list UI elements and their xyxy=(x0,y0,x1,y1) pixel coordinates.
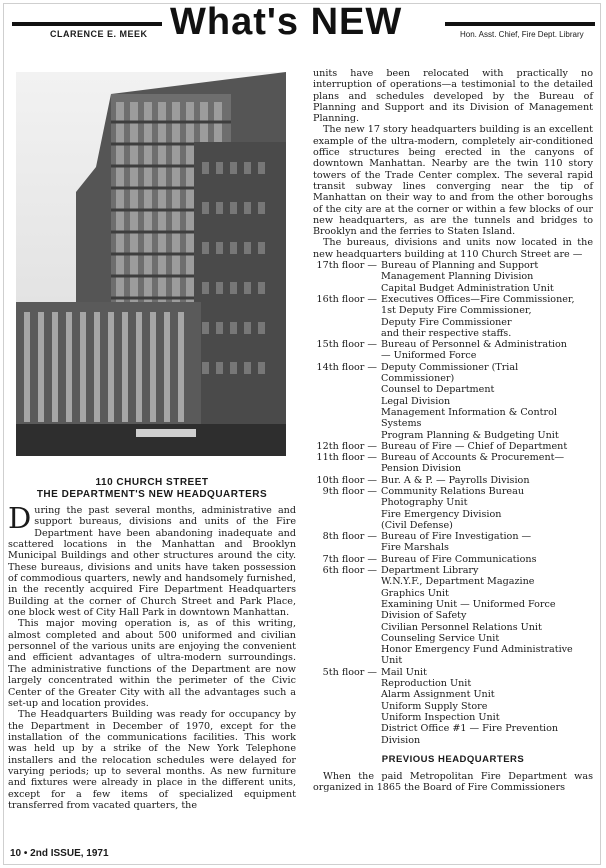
floor-unit: Bureau of Fire Communications xyxy=(381,553,537,565)
floor-units xyxy=(381,441,593,452)
floor-entry xyxy=(313,441,593,452)
floor-entry xyxy=(313,339,593,362)
floor-unit: Management Information & Control Systems xyxy=(381,406,557,430)
paragraph-6: The bureaus, divisions and units now located in the new headquarters building at 110 Church Street are — xyxy=(313,237,593,260)
paragraph-1 xyxy=(8,501,296,619)
floor-directory xyxy=(313,260,593,746)
floor-unit: Deputy Fire Commissioner xyxy=(381,316,512,328)
paragraph-5: The new 17 story headquarters building is an excellent example of the ultra-modern, completely air-conditioned office structures being erected in the canyons of downtown Manhattan. Nearby are the twin 110 story towers of the Trade Center complex. The several rapid transit subway lines converging near the tip of Manhattan on their way to and from the other boroughs of the city are at the corner or within a few blocks of our new headquarters, as are the tunnels and bridges to Brooklyn and the ferries to Staten Island. xyxy=(313,124,593,238)
paragraph-2: This major moving operation is, as of this writing, almost completed and about 500 uniformed and civilian personnel of the various units are enjoying the convenient and efficient advantages of ultra-modern surroundings. The administrative functions of the Department are now largely concentrated within the perimeter of the Civic Center of the Greater City with all the advantages such a set-up and location provides. xyxy=(8,618,296,709)
floor-unit: Legal Division xyxy=(381,395,451,407)
left-column-text xyxy=(8,501,296,811)
floor-entry xyxy=(313,294,593,339)
column-title: What's NEW xyxy=(170,1,403,43)
paragraph-3: The Headquarters Building was ready for occupancy by the Department in December of 1970, except for the installation of the communications facilities. This work was held up by a strike of the New York Telephone installers and the relocation schedules were delayed for varying periods; up to several months. As new furniture and fixtures were already in place in the different units, except for a few items of specialized equipment transferred from vacated quarters, the xyxy=(8,709,296,811)
floor-label: 10th floor — xyxy=(316,474,377,486)
floor-units xyxy=(381,452,593,475)
floor-entry xyxy=(313,486,593,531)
floor-unit: Deputy Commissioner (Trial Commissioner) xyxy=(381,361,519,385)
floor-unit: Executives Offices—Fire Commissioner, xyxy=(381,293,575,305)
masthead-rule-left xyxy=(12,22,162,26)
floor-unit: Department Library xyxy=(381,565,479,577)
floor-entry xyxy=(313,531,593,554)
floor-units xyxy=(381,362,593,441)
floor-units xyxy=(381,294,593,339)
author-role: Hon. Asst. Chief, Fire Dept. Library xyxy=(460,30,584,39)
paragraph-4: units have been relocated with practically no interruption of operations—a testimonial to the detailed plans and schedules developed by the Bureau of Planning and Support and its Division of Management Planning. xyxy=(313,68,593,125)
author-name: CLARENCE E. MEEK xyxy=(50,29,148,39)
floor-unit: Honor Emergency Fund Administrative Unit xyxy=(381,644,573,667)
floor-unit: Alarm Assignment Unit xyxy=(381,689,495,701)
floor-unit: Program Planning & Budgeting Unit xyxy=(381,429,559,441)
floor-entry xyxy=(313,260,593,294)
floor-entry xyxy=(313,554,593,565)
floor-unit: — Uniformed Force xyxy=(381,350,477,362)
floor-label: 17th floor — xyxy=(316,260,377,272)
floor-unit: Division of Safety xyxy=(381,610,467,622)
floor-units xyxy=(381,531,593,554)
floor-entry xyxy=(313,565,593,667)
article-title-line-1: 110 CHURCH STREET xyxy=(95,477,209,488)
floor-unit: Bureau of Fire — Chief of Department xyxy=(381,440,568,452)
floor-label: 9th floor — xyxy=(322,485,377,497)
floor-label: 15th floor — xyxy=(316,339,377,351)
floor-unit: Graphics Unit xyxy=(381,587,449,599)
floor-entry xyxy=(313,667,593,746)
floor-label: 11th floor — xyxy=(316,452,377,464)
floor-unit: District Office #1 — Fire Prevention Division xyxy=(381,723,559,746)
floor-units xyxy=(381,475,593,486)
floor-unit: Counseling Service Unit xyxy=(381,632,500,644)
floor-label: 12th floor — xyxy=(316,440,377,452)
floor-units xyxy=(381,339,593,362)
floor-unit: Fire Emergency Division xyxy=(381,508,502,520)
floor-label: 14th floor — xyxy=(316,361,377,373)
floor-unit: Bureau of Planning and Support xyxy=(381,260,539,272)
floor-unit: Bureau of Fire Investigation — xyxy=(381,531,532,543)
floor-unit: 1st Deputy Fire Commissioner, xyxy=(381,305,532,317)
paragraph-7: When the paid Metropolitan Fire Department was organized in 1865 the Board of Fire Commissioners xyxy=(313,771,593,794)
floor-unit: Community Relations Bureau xyxy=(381,485,524,497)
floor-entry xyxy=(313,452,593,475)
floor-units xyxy=(381,667,593,746)
floor-unit: (Civil Defense) xyxy=(381,519,453,531)
floor-label: 8th floor — xyxy=(322,531,377,543)
floor-unit: Uniform Supply Store xyxy=(381,700,488,712)
floor-entry xyxy=(313,475,593,486)
building-photo-icon xyxy=(16,72,286,456)
drop-cap: D xyxy=(8,501,32,535)
page-footer: 10 • 2nd ISSUE, 1971 xyxy=(10,848,109,859)
floor-unit: Civilian Personnel Relations Unit xyxy=(381,621,542,633)
right-column-text xyxy=(313,68,593,794)
floor-unit: Reproduction Unit xyxy=(381,678,472,690)
floor-entry xyxy=(313,362,593,441)
masthead-rule-right xyxy=(445,22,595,26)
floor-unit: Counsel to Department xyxy=(381,384,495,396)
paragraph-1-text: uring the past several months, administrative and support bureaus, divisions and units of the Fire Department have been abandoning inadequate and scattered locations in the Manhattan and Brooklyn Municipal Buildings and other structures around the city. These bureaus, divisions and units have taken possession of commodious quarters, newly and handsomely furnished, in the recently acquired Fire Department Headquarters Building at the corner of Church Street and Park Place, one block west of City Hall Park in downtown Manhattan. xyxy=(8,505,296,619)
floor-units xyxy=(381,554,593,565)
floor-unit: Bureau of Personnel & Administration xyxy=(381,339,567,351)
floor-unit: Bureau of Accounts & Procurement— xyxy=(381,452,565,464)
floor-unit: Uniform Inspection Unit xyxy=(381,711,500,723)
floor-unit: Capital Budget Administration Unit xyxy=(381,282,554,294)
floor-unit: Examining Unit — Uniformed Force xyxy=(381,598,556,610)
floor-unit: and their respective staffs. xyxy=(381,327,512,339)
floor-unit: Bur. A & P. — Payrolls Division xyxy=(381,474,530,486)
floor-units xyxy=(381,565,593,667)
floor-units xyxy=(381,486,593,531)
floor-unit: W.N.Y.F., Department Magazine xyxy=(381,576,535,588)
floor-unit: Management Planning Division xyxy=(381,271,534,283)
floor-unit: Photography Unit xyxy=(381,497,468,509)
article-title-line-2: THE DEPARTMENT'S NEW HEADQUARTERS xyxy=(36,489,268,500)
floor-unit: Pension Division xyxy=(381,463,462,475)
section-heading-previous-hq: PREVIOUS HEADQUARTERS xyxy=(381,753,525,765)
floor-label: 16th floor — xyxy=(316,293,377,305)
floor-units xyxy=(381,260,593,294)
floor-unit: Fire Marshals xyxy=(381,542,449,554)
floor-label: 5th floor — xyxy=(322,666,377,678)
floor-unit: Mail Unit xyxy=(381,666,427,678)
masthead xyxy=(12,1,595,46)
floor-label: 6th floor — xyxy=(322,565,377,577)
floor-label: 7th floor — xyxy=(322,553,377,565)
